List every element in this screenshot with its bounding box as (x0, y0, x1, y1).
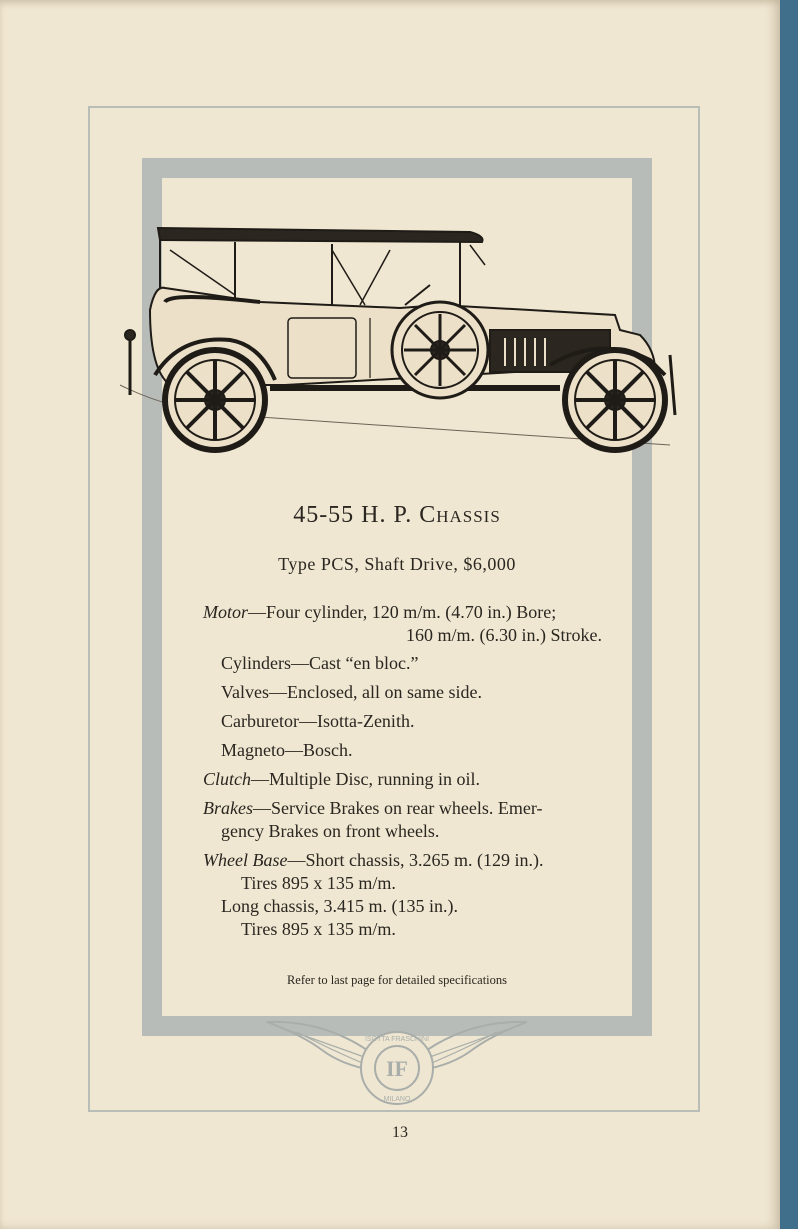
emblem-ring-text: ISOTTA FRASCHINI (364, 1036, 430, 1043)
spec-brakes-line2: gency Brakes on front wheels. (221, 821, 440, 841)
spec-magneto: Magneto—Bosch. (221, 740, 353, 760)
spec-wheel-base-label: Wheel Base (203, 850, 288, 870)
model-subtitle: Type PCS, Shaft Drive, $6,000 (278, 554, 516, 574)
model-title (142, 502, 652, 529)
model-title-chassis: Chassis (419, 502, 501, 528)
spec-motor-line2: 160 m/m. (6.30 in.) Stroke. (406, 625, 602, 645)
spec-clutch-label: Clutch (203, 769, 251, 789)
spec-motor-line1: —Four cylinder, 120 m/m. (4.70 in.) Bore; (248, 602, 557, 622)
spec-valves: Valves—Enclosed, all on same side. (221, 682, 482, 702)
spec-cylinders: Cylinders—Cast “en bloc.” (221, 653, 419, 673)
spec-carburetor: Carburetor—Isotta-Zenith. (221, 711, 415, 731)
spec-brakes-label: Brakes (203, 798, 253, 818)
spec-brakes-line1: —Service Brakes on rear wheels. Emer- (252, 798, 543, 818)
spec-tires-long: Tires 895 x 135 m/m. (241, 919, 396, 939)
spec-long-chassis: Long chassis, 3.415 m. (135 in.). (221, 896, 458, 916)
refer-note: Refer to last page for detailed specifications (286, 973, 508, 987)
spec-motor (203, 601, 556, 624)
spec-brakes (203, 797, 543, 820)
spec-wheel-base (203, 849, 543, 872)
spec-motor-label: Motor (203, 602, 248, 622)
emblem-city: MILANO (383, 1096, 411, 1103)
page-number: 13 (392, 1124, 408, 1141)
spec-clutch (203, 768, 480, 791)
spec-wheel-base-line1: —Short chassis, 3.265 m. (129 in.). (287, 850, 544, 870)
model-title-main: 45-55 H. P. (293, 502, 413, 528)
winged-emblem-logo (262, 1010, 532, 1110)
touring-car-illustration (110, 210, 690, 470)
spec-tires-short: Tires 895 x 135 m/m. (241, 873, 396, 893)
emblem-letters: IF (386, 1056, 408, 1081)
spec-clutch-text: —Multiple Disc, running in oil. (251, 769, 480, 789)
